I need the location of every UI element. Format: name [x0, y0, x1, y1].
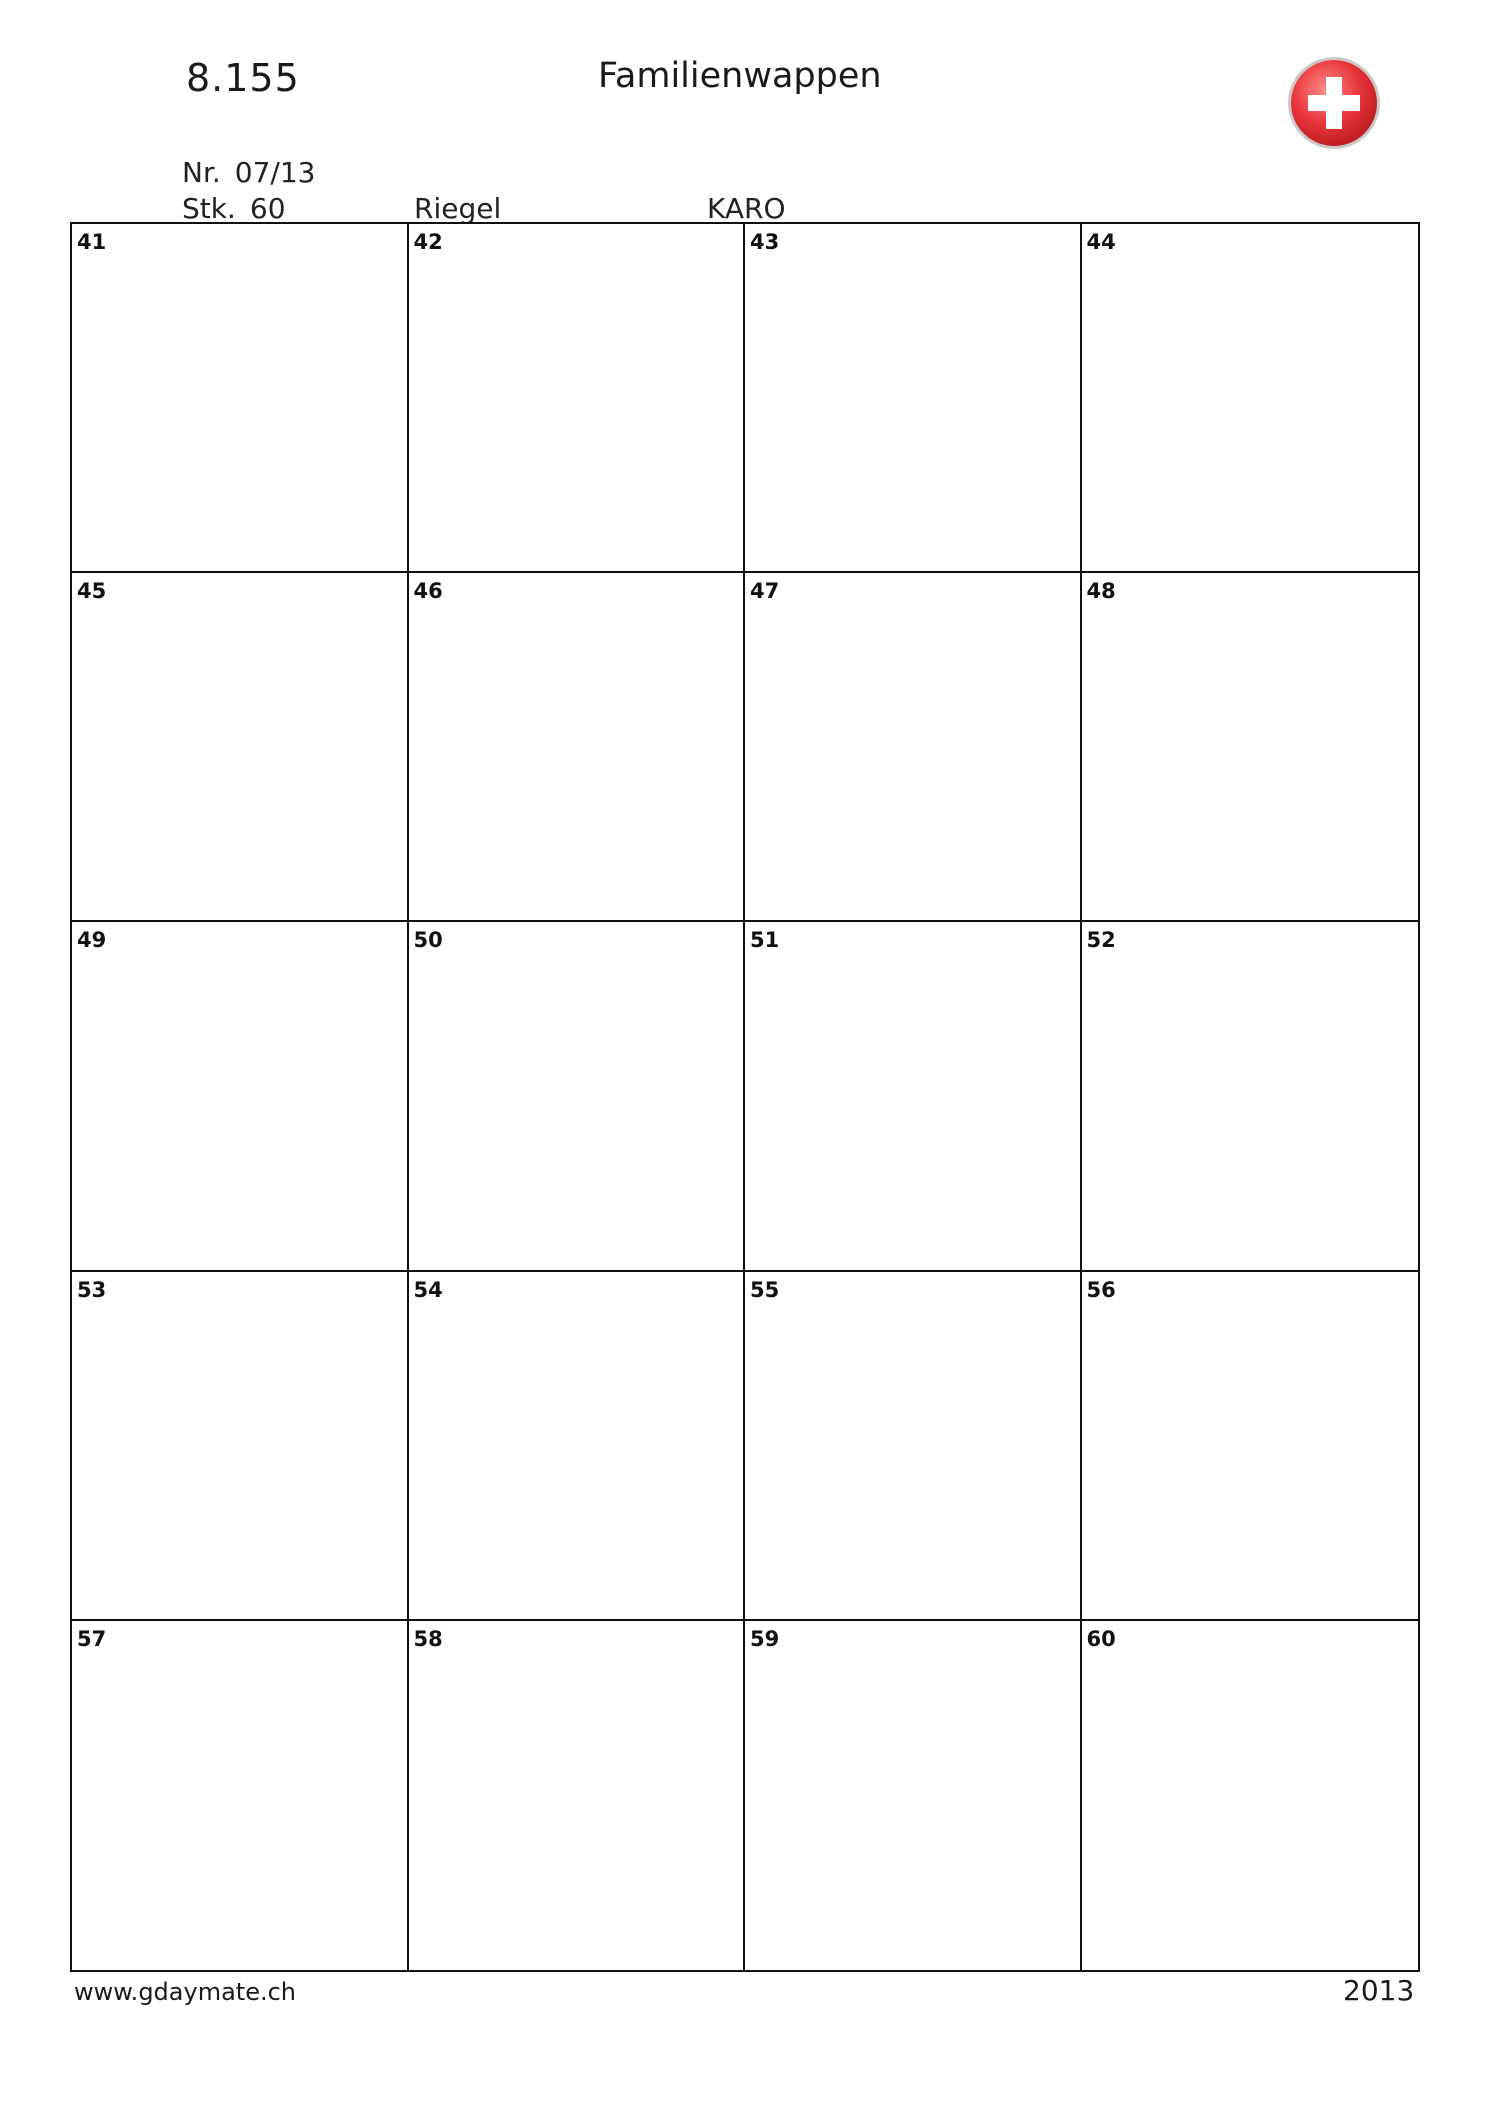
- order-number: [182, 156, 316, 189]
- cell-number: 48: [1086, 579, 1116, 604]
- grid-cell: [72, 224, 409, 573]
- piece-count-value: 60: [249, 192, 286, 225]
- order-number-value: 07/13: [234, 156, 316, 189]
- grid-cell: [409, 224, 746, 573]
- grid-cell: [745, 573, 1082, 922]
- grid-cell: [1082, 1272, 1419, 1621]
- grid-cell: [745, 1272, 1082, 1621]
- cell-number: 44: [1086, 230, 1116, 254]
- cell-number: 43: [750, 230, 780, 254]
- riegel-label: Riegel: [414, 192, 502, 225]
- cell-number: 54: [413, 1277, 443, 1302]
- grid-cell: [745, 224, 1082, 573]
- cell-number: 57: [77, 1626, 107, 1651]
- karo-label: KARO: [707, 192, 786, 225]
- grid-cell: [409, 573, 746, 922]
- grid-cell: [72, 1272, 409, 1621]
- footer-year: 2013: [1343, 1974, 1415, 2007]
- grid-cell: [1082, 1621, 1419, 1970]
- cell-number: 53: [77, 1277, 107, 1302]
- cell-number: 56: [1086, 1277, 1116, 1302]
- piece-count: [182, 192, 286, 225]
- grid-cell: [1082, 224, 1419, 573]
- numbered-grid: [70, 222, 1420, 1972]
- cell-number: 42: [413, 230, 443, 254]
- swiss-flag-icon: [1286, 55, 1382, 151]
- grid-cell: [72, 1621, 409, 1970]
- document-number: 8.155: [186, 56, 300, 100]
- cell-number: 52: [1086, 928, 1116, 953]
- page-title: Familienwappen: [598, 56, 882, 96]
- grid-cell: [1082, 573, 1419, 922]
- order-number-label: Nr.: [182, 156, 221, 189]
- grid-cell: [72, 573, 409, 922]
- cell-number: 49: [77, 928, 107, 953]
- cell-number: 59: [750, 1626, 780, 1651]
- cell-number: 46: [413, 579, 443, 604]
- cell-number: 41: [77, 230, 107, 254]
- grid-cell: [1082, 922, 1419, 1271]
- grid-cell: [409, 1272, 746, 1621]
- piece-count-label: Stk.: [182, 192, 236, 225]
- cell-number: 51: [750, 928, 780, 953]
- footer-url: www.gdaymate.ch: [74, 1978, 296, 2006]
- grid-cell: [745, 922, 1082, 1271]
- cell-number: 47: [750, 579, 780, 604]
- cell-number: 45: [77, 579, 107, 604]
- cell-number: 60: [1086, 1626, 1116, 1651]
- cell-number: 55: [750, 1277, 780, 1302]
- cell-number: 58: [413, 1626, 443, 1651]
- grid-cell: [409, 922, 746, 1271]
- cell-number: 50: [413, 928, 443, 953]
- grid-cell: [745, 1621, 1082, 1970]
- grid-cell: [72, 922, 409, 1271]
- grid-cell: [409, 1621, 746, 1970]
